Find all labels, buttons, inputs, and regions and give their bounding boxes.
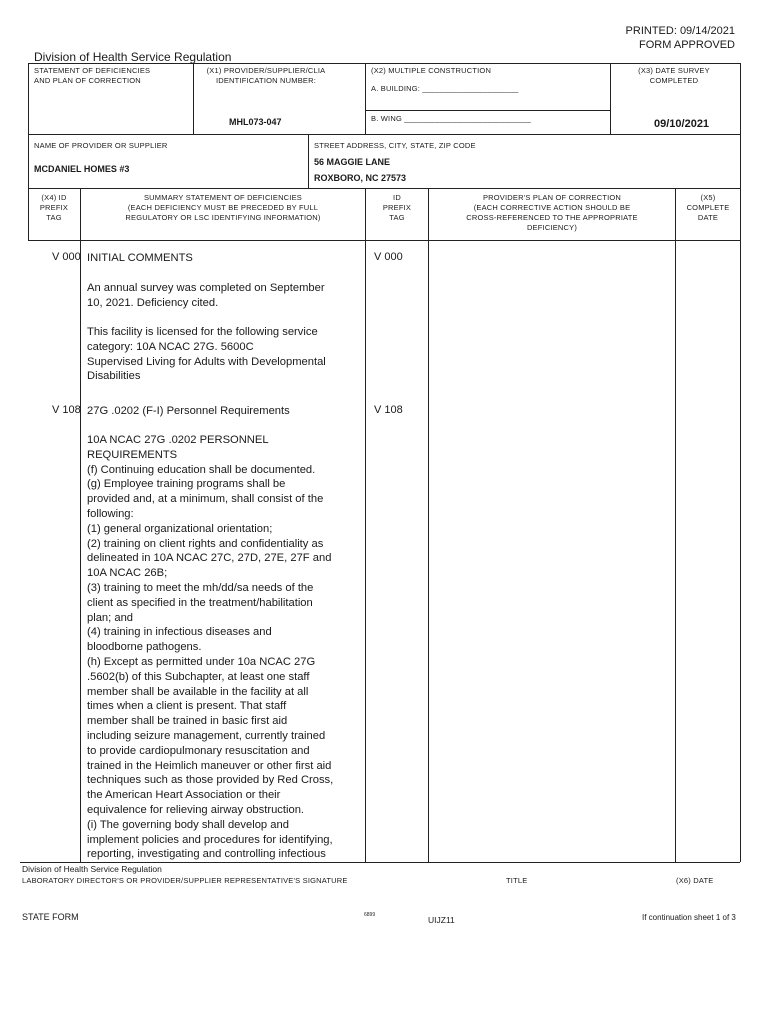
statement-label: STATEMENT OF DEFICIENCIES AND PLAN OF CORRECTION bbox=[34, 66, 151, 85]
x3-value: 09/10/2021 bbox=[654, 118, 710, 130]
footer-division: Division of Health Service Regulation bbox=[22, 864, 162, 874]
rule-header-bottom bbox=[28, 134, 740, 135]
rule-top bbox=[28, 63, 740, 64]
x1-value: MHL073-047 bbox=[229, 117, 282, 127]
col-header-id: ID PREFIX TAG bbox=[382, 193, 412, 222]
v000-prefix-tag: V 000 bbox=[52, 251, 81, 263]
x2-building: A. BUILDING: ______________________ bbox=[371, 84, 519, 93]
rule-address-left bbox=[308, 134, 309, 188]
x1-label: (X1) PROVIDER/SUPPLIER/CLIA IDENTIFICATION NUMBER: bbox=[206, 66, 326, 85]
x6-date-label: (X6) DATE bbox=[676, 876, 714, 885]
v108-title: 27G .0202 (F-I) Personnel Requirements bbox=[87, 405, 290, 417]
signature-label: LABORATORY DIRECTOR'S OR PROVIDER/SUPPLIER REPRESENTATIVE'S SIGNATURE bbox=[22, 876, 348, 885]
x2-wing: B. WING _____________________________ bbox=[371, 114, 532, 123]
state-form-label: STATE FORM bbox=[22, 912, 79, 922]
provider-name-label: NAME OF PROVIDER OR SUPPLIER bbox=[34, 141, 168, 150]
form-code: 6899 bbox=[364, 912, 376, 918]
rule-body-right bbox=[740, 240, 741, 862]
x2-label: (X2) MULTIPLE CONSTRUCTION bbox=[371, 66, 492, 75]
rule-col-x4 bbox=[80, 188, 81, 240]
rule-body-plan bbox=[428, 240, 429, 862]
v000-paragraph-2: This facility is licensed for the following service category: 10A NCAC 27G. 5600C Supervised Living for Adults with Developmental Disabilities bbox=[87, 326, 326, 383]
provider-name: MCDANIEL HOMES #3 bbox=[34, 164, 130, 174]
v000-paragraph-1: An annual survey was completed on September 10, 2021. Deficiency cited. bbox=[87, 282, 325, 309]
division-title: Division of Health Service Regulation bbox=[34, 50, 232, 64]
printed-info bbox=[626, 24, 735, 52]
rule-wing bbox=[365, 110, 610, 111]
event-id: UIJZ11 bbox=[428, 915, 455, 925]
col-header-summary: SUMMARY STATEMENT OF DEFICIENCIES (EACH DEFICIENCY MUST BE PRECEDED BY FULL REGULATORY OR LSC IDENTIFYING INFORMATION) bbox=[125, 193, 321, 222]
continuation-sheet: If continuation sheet 1 of 3 bbox=[642, 913, 736, 922]
rule-x2-left bbox=[365, 63, 366, 134]
rule-body-x5 bbox=[675, 240, 676, 862]
rule-colhead-bottom bbox=[28, 240, 740, 241]
col-header-x4: (X4) ID PREFIX TAG bbox=[39, 193, 69, 222]
address-line1: 56 MAGGIE LANE bbox=[314, 157, 391, 167]
rule-provider-bottom bbox=[28, 188, 740, 189]
rule-body-id bbox=[365, 240, 366, 862]
rule-x3-left bbox=[610, 63, 611, 134]
v108-prefix-tag: V 108 bbox=[52, 404, 81, 416]
v000-title: INITIAL COMMENTS bbox=[87, 252, 193, 264]
col-header-x5: (X5) COMPLETE DATE bbox=[686, 193, 730, 222]
title-label: TITLE bbox=[506, 876, 528, 885]
v000-id-tag: V 000 bbox=[374, 251, 403, 263]
rule-x1-left bbox=[193, 63, 194, 134]
x3-label: (X3) DATE SURVEY COMPLETED bbox=[638, 66, 710, 85]
address-line2: ROXBORO, NC 27573 bbox=[314, 173, 407, 183]
v108-id-tag: V 108 bbox=[374, 404, 403, 416]
rule-body-x4 bbox=[80, 240, 81, 862]
col-header-plan: PROVIDER'S PLAN OF CORRECTION (EACH CORRECTIVE ACTION SHOULD BE CROSS-REFERENCED TO THE APPROPRIATE DEFICIENCY) bbox=[466, 193, 638, 232]
v108-body: 10A NCAC 27G .0202 PERSONNEL REQUIREMENTS (f) Continuing education shall be documented. (g) Employee training programs shall be provided and, at a minimum, shall consist of the following: (1) general organizational orientation; (2) training on client rights and confidentiality as delineated in 10A NCAC 27C, 27D, 27E, 27F and 10A NCAC 26B; (3) training to meet the mh/dd/sa needs of the client as specified in the treatment/habilitation plan; and (4) training in infectious diseases and bloodborne pathogens. (h) Except as permitted under 10a NCAC 27G .5602(b) of this Subchapter, at least one staff member shall be available in the facility at all times when a client is present. That staff member shall be trained in basic first aid including seizure management, currently trained to provide cardiopulmonary resuscitation and trained in the Heimlich maneuver or other first aid techniques such as those provided by Red Cross, the American Heart Association or their equivalence for relieving airway obstruction. (i) The governing body shall develop and implement policies and procedures for identifying, reporting, investigating and controlling infectious bbox=[87, 434, 334, 861]
address-label: STREET ADDRESS, CITY, STATE, ZIP CODE bbox=[314, 141, 476, 150]
rule-body-bottom bbox=[20, 862, 740, 863]
rule-right bbox=[740, 63, 741, 240]
form-approved: FORM APPROVED bbox=[639, 39, 735, 51]
rule-col-plan-left bbox=[428, 188, 429, 240]
printed-date: PRINTED: 09/14/2021 bbox=[625, 25, 735, 37]
